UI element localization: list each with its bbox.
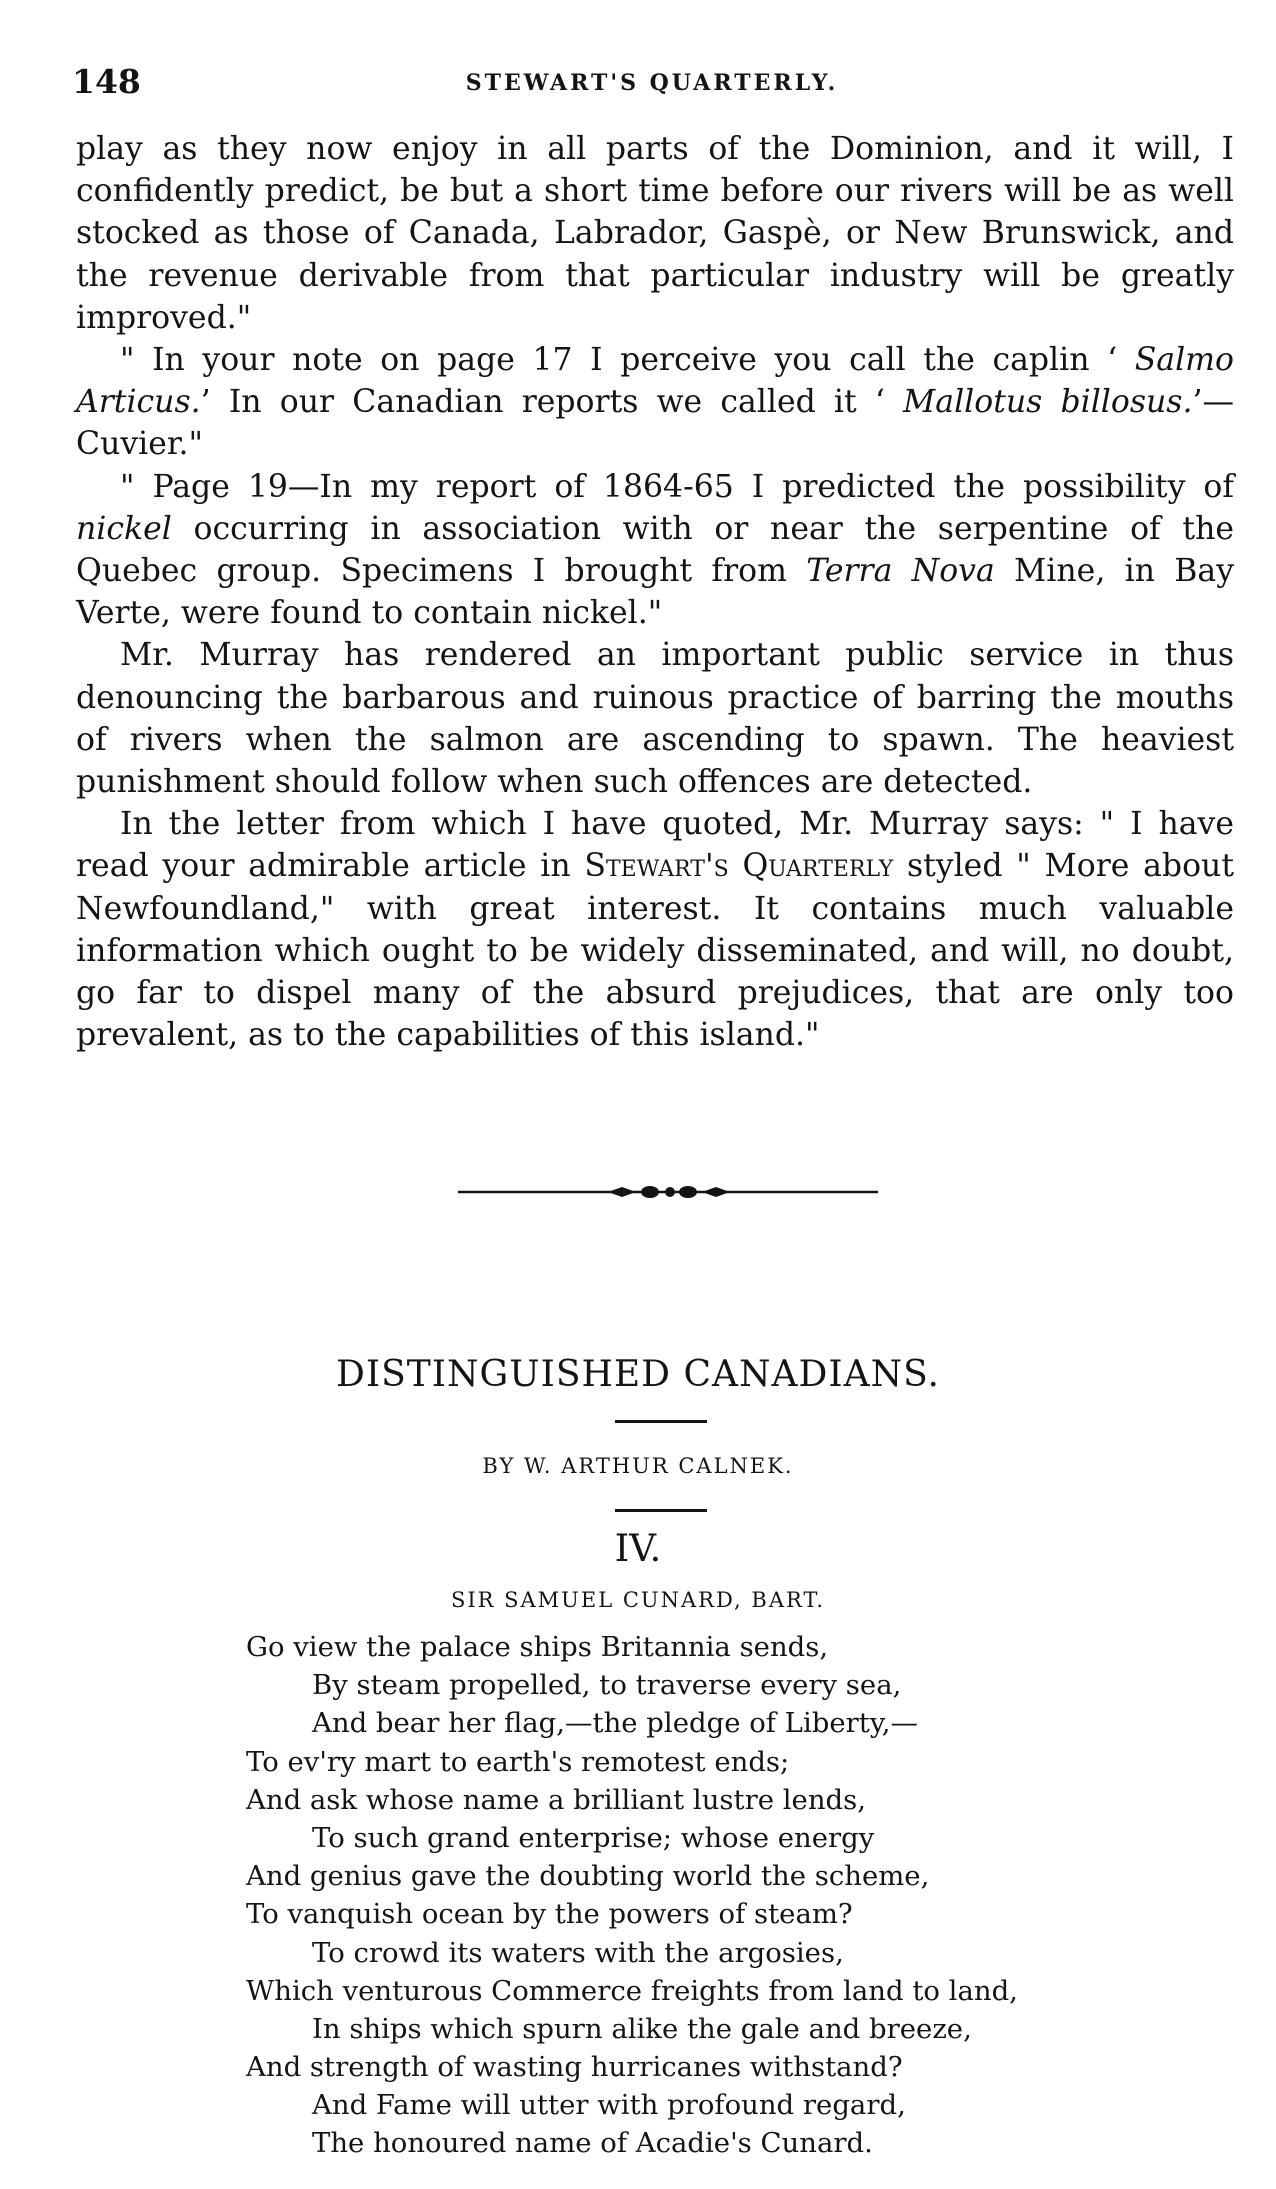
italic-term: Terra Nova	[806, 553, 995, 590]
poem-line: To vanquish ocean by the powers of steam?	[246, 1898, 853, 1931]
italic-term: Mallotus billosus.	[903, 384, 1193, 421]
poem	[246, 1628, 1146, 2163]
running-head	[72, 62, 1232, 106]
italic-term: nickel	[76, 510, 172, 547]
poem-line: And Fame will utter with profound regard,	[312, 2089, 906, 2122]
paragraph-2: " In your note on page 17 I perceive you call the caplin ‘ Salmo Articus.’ In our Canadian reports we called it ‘ Mallotus billosus.’—Cuvier."	[76, 342, 1234, 463]
byline-rule	[615, 1509, 707, 1512]
poem-line: And strength of wasting hurricanes withstand?	[246, 2051, 903, 2084]
poem-line: And genius gave the doubting world the scheme,	[246, 1860, 930, 1893]
poem-line: And bear her flag,—the pledge of Liberty,—	[312, 1707, 918, 1740]
section-title: SIR SAMUEL CUNARD, BART.	[450, 1588, 826, 1612]
poem-line: Go view the palace ships Britannia sends,	[246, 1631, 829, 1663]
paragraph-3: " Page 19—In my report of 1864-65 I predicted the possibility of nickel occurring in association with or near the serpentine of the Quebec group. Specimens I brought from Terra Nova Mine, in Bay Verte, were found to contain nickel."	[76, 468, 1234, 632]
body-text	[76, 128, 1234, 1056]
poem-line: By steam propelled, to traverse every sea,	[312, 1669, 902, 1702]
ornament-divider	[458, 1180, 878, 1204]
poem-line: To crowd its waters with the argosies,	[312, 1936, 844, 1969]
section-number: IV.	[614, 1527, 662, 1570]
byline: BY W. ARTHUR CALNEK.	[482, 1454, 794, 1478]
page-number: 148	[72, 62, 141, 101]
paragraph-1: play as they now enjoy in all parts of the Dominion, and it will, I confidently predict, be but a short time before our rivers will be as well stocked as those of Canada, Labrador, Gaspè, or New Brunswick, and the revenue derivable from that particular industry will be greatly improved."	[76, 131, 1234, 336]
poem-line: And ask whose name a brilliant lustre lends,	[246, 1783, 866, 1816]
poem-line: To ev'ry mart to earth's remotest ends;	[246, 1745, 790, 1778]
poem-line: To such grand enterprise; whose energy	[312, 1821, 875, 1854]
article-title: DISTINGUISHED CANADIANS.	[336, 1354, 940, 1395]
paragraph-4: Mr. Murray has rendered an important public service in thus denouncing the barbarous and ruinous practice of barring the mouths of rivers when the salmon are ascending to spawn. The heaviest punishment should follow when such offences are detected.	[76, 637, 1234, 801]
poem-line: Which venturous Commerce freights from land to land,	[246, 1974, 1018, 2007]
paragraph-5: In the letter from which I have quoted, Mr. Murray says: " I have read your admirable article in Stewart's Quarterly styled " More about Newfoundland," with great interest. It contains much valuable information which ought to be widely disseminated, and will, no doubt, go far to dispel many of the absurd prejudices, that are only too prevalent, as to the capabilities of this island."	[76, 806, 1234, 1054]
journal-name: Stewart's Quarterly	[584, 848, 894, 885]
poem-line: The honoured name of Acadie's Cunard.	[312, 2127, 873, 2160]
poem-line: In ships which spurn alike the gale and breeze,	[312, 2012, 972, 2045]
title-rule	[615, 1420, 707, 1423]
italic-term: Salmo Articus.	[76, 342, 1234, 421]
running-title: STEWART'S QUARTERLY.	[465, 70, 839, 96]
